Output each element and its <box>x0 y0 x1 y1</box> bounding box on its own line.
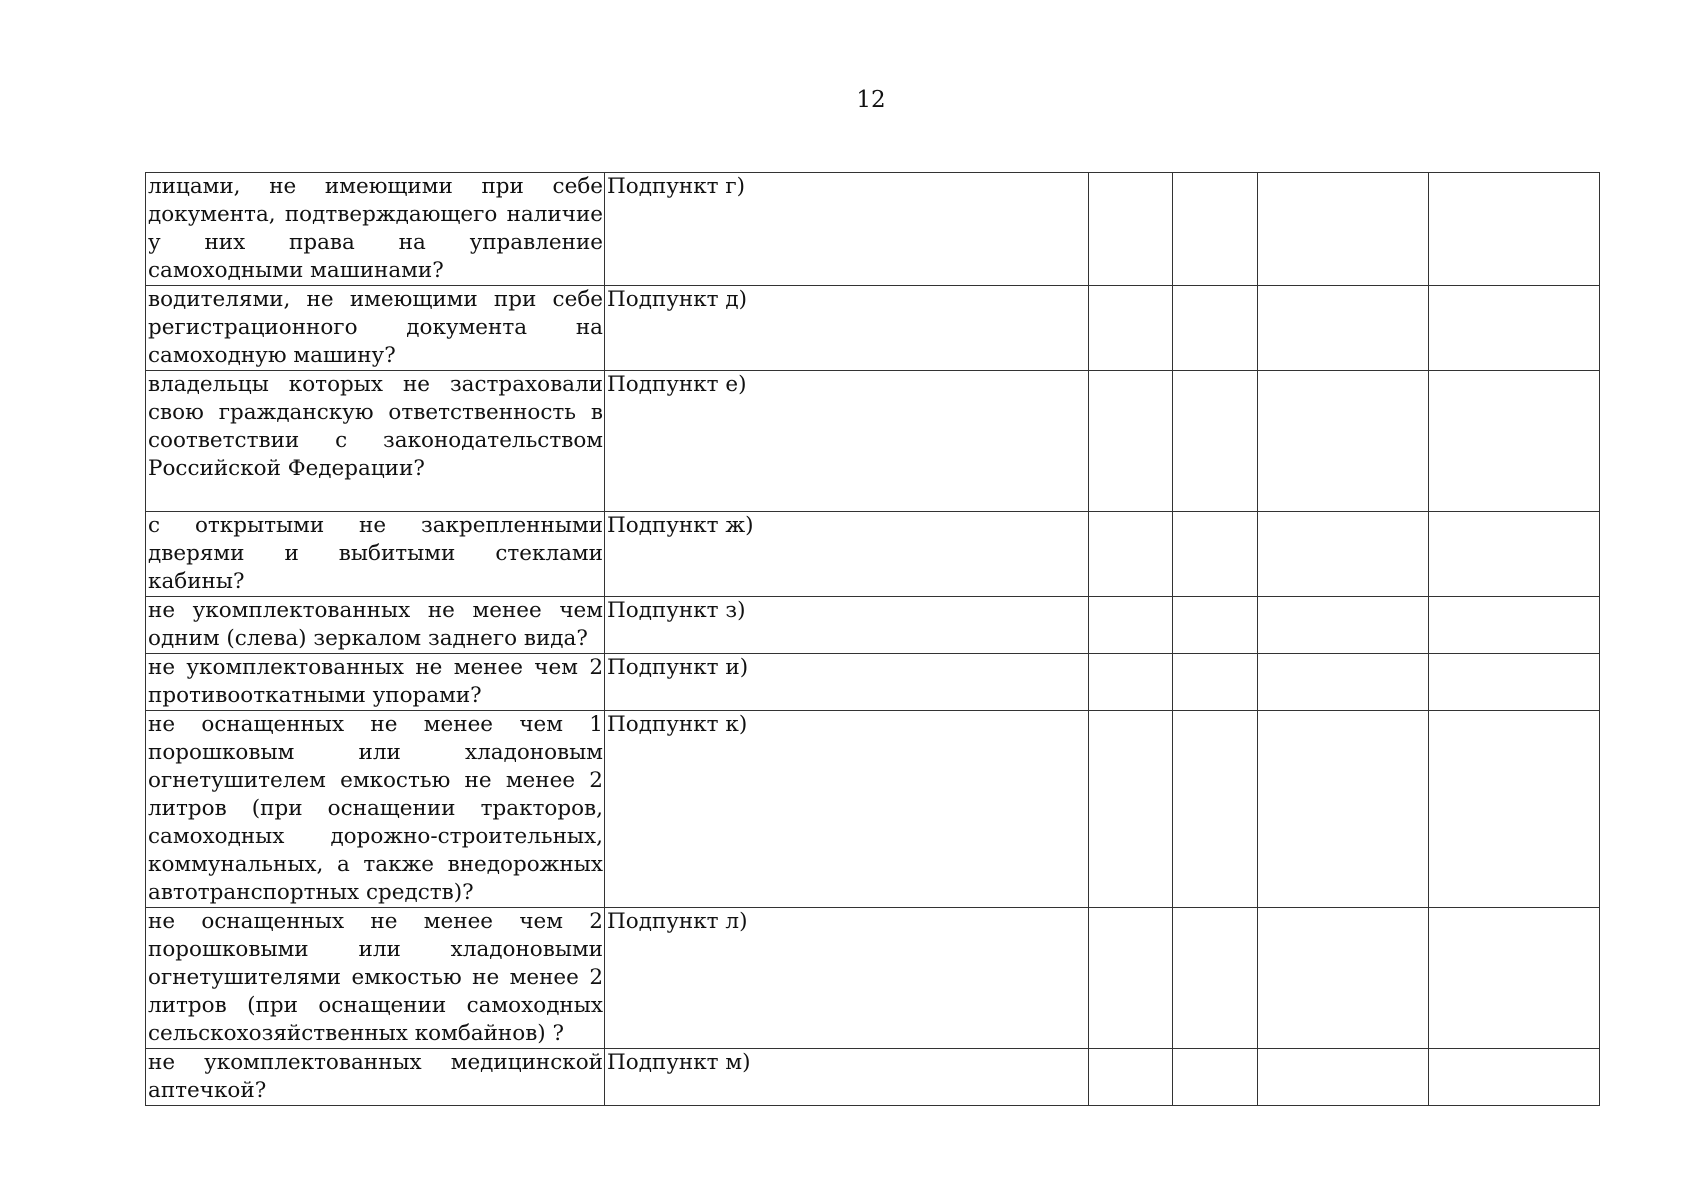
question-cell: не укомплектованных не менее чем 2 противооткатными упорами? <box>146 654 605 711</box>
answer-cell-no[interactable] <box>1173 908 1258 1049</box>
table-row <box>146 173 1600 286</box>
reference-cell: Подпункт и) <box>605 654 1089 711</box>
table-row <box>146 512 1600 597</box>
answer-cell-not-applicable[interactable] <box>1258 286 1429 371</box>
answer-cell-no[interactable] <box>1173 711 1258 908</box>
answer-cell-not-applicable[interactable] <box>1258 597 1429 654</box>
answer-cell-not-applicable[interactable] <box>1258 711 1429 908</box>
notes-cell[interactable] <box>1429 286 1600 371</box>
reference-cell: Подпункт е) <box>605 371 1089 512</box>
answer-cell-not-applicable[interactable] <box>1258 1049 1429 1106</box>
answer-cell-yes[interactable] <box>1089 371 1173 512</box>
table-row <box>146 908 1600 1049</box>
answer-cell-yes[interactable] <box>1089 512 1173 597</box>
answer-cell-yes[interactable] <box>1089 711 1173 908</box>
answer-cell-no[interactable] <box>1173 173 1258 286</box>
answer-cell-yes[interactable] <box>1089 1049 1173 1106</box>
answer-cell-no[interactable] <box>1173 286 1258 371</box>
table-row <box>146 597 1600 654</box>
notes-cell[interactable] <box>1429 1049 1600 1106</box>
answer-cell-yes[interactable] <box>1089 654 1173 711</box>
reference-cell: Подпункт д) <box>605 286 1089 371</box>
question-cell: не укомплектованных медицинской аптечкой? <box>146 1049 605 1106</box>
answer-cell-not-applicable[interactable] <box>1258 173 1429 286</box>
table-row <box>146 711 1600 908</box>
table-row <box>146 371 1600 512</box>
question-cell: владельцы которых не застраховали свою гражданскую ответственность в соответствии с законодательством Российской Федерации? <box>146 371 605 512</box>
question-cell: водителями, не имеющими при себе регистрационного документа на самоходную машину? <box>146 286 605 371</box>
question-cell: с открытыми не закрепленными дверями и выбитыми стеклами кабины? <box>146 512 605 597</box>
answer-cell-yes[interactable] <box>1089 908 1173 1049</box>
notes-cell[interactable] <box>1429 173 1600 286</box>
reference-cell: Подпункт г) <box>605 173 1089 286</box>
answer-cell-not-applicable[interactable] <box>1258 908 1429 1049</box>
answer-cell-no[interactable] <box>1173 512 1258 597</box>
reference-cell: Подпункт к) <box>605 711 1089 908</box>
notes-cell[interactable] <box>1429 371 1600 512</box>
table-row <box>146 286 1600 371</box>
table-row <box>146 654 1600 711</box>
answer-cell-no[interactable] <box>1173 597 1258 654</box>
notes-cell[interactable] <box>1429 711 1600 908</box>
answer-cell-not-applicable[interactable] <box>1258 371 1429 512</box>
reference-cell: Подпункт л) <box>605 908 1089 1049</box>
answer-cell-not-applicable[interactable] <box>1258 654 1429 711</box>
answer-cell-yes[interactable] <box>1089 286 1173 371</box>
question-cell: не укомплектованных не менее чем одним (слева) зеркалом заднего вида? <box>146 597 605 654</box>
table-row <box>146 1049 1600 1106</box>
question-cell: не оснащенных не менее чем 2 порошковыми или хладоновыми огнетушителями емкостью не менее 2 литров (при оснащении самоходных сельскохозяйственных комбайнов) ? <box>146 908 605 1049</box>
answer-cell-yes[interactable] <box>1089 173 1173 286</box>
question-cell: не оснащенных не менее чем 1 порошковым или хладоновым огнетушителем емкостью не менее 2 литров (при оснащении тракторов, самоходных дорожно-строительных, коммунальных, а также внедорожных автотранспортных средств)? <box>146 711 605 908</box>
page-number: 12 <box>856 87 886 113</box>
answer-cell-yes[interactable] <box>1089 597 1173 654</box>
answer-cell-no[interactable] <box>1173 654 1258 711</box>
answer-cell-not-applicable[interactable] <box>1258 512 1429 597</box>
reference-cell: Подпункт ж) <box>605 512 1089 597</box>
answer-cell-no[interactable] <box>1173 1049 1258 1106</box>
reference-cell: Подпункт з) <box>605 597 1089 654</box>
notes-cell[interactable] <box>1429 597 1600 654</box>
checklist-table <box>145 172 1600 1106</box>
notes-cell[interactable] <box>1429 908 1600 1049</box>
question-cell: лицами, не имеющими при себе документа, подтверждающего наличие у них права на управление самоходными машинами? <box>146 173 605 286</box>
notes-cell[interactable] <box>1429 654 1600 711</box>
reference-cell: Подпункт м) <box>605 1049 1089 1106</box>
answer-cell-no[interactable] <box>1173 371 1258 512</box>
notes-cell[interactable] <box>1429 512 1600 597</box>
